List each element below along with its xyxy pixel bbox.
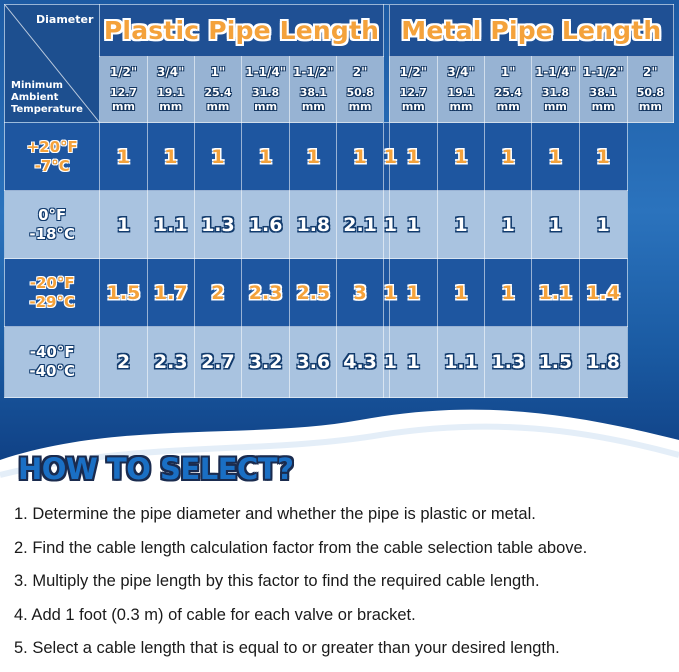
plastic-factor-cell	[290, 191, 337, 259]
length-factor-value: 3.6	[296, 351, 331, 373]
pipe-size-mm: 38.1 mm	[299, 86, 327, 113]
temperature-c: -7°C	[34, 156, 70, 175]
length-factor-value: 1	[406, 145, 420, 168]
plastic-factor-cell	[337, 259, 383, 327]
plastic-size-header	[242, 57, 290, 123]
length-factor-value: 1.1	[153, 213, 188, 236]
pipe-size-mm: 12.7 mm	[109, 86, 138, 113]
table-row	[5, 123, 674, 191]
table-row	[5, 259, 674, 327]
length-factor-value: 1	[211, 145, 225, 168]
metal-factor-cell	[437, 191, 484, 259]
pipe-size-inch: 1/2"	[109, 65, 138, 79]
length-factor-value: 1	[454, 281, 468, 304]
pipe-size-inch: 3/4"	[157, 65, 185, 79]
table-row	[5, 327, 674, 398]
metal-factor-cell	[579, 191, 627, 259]
length-factor-value: 1	[383, 213, 397, 236]
metal-size-header	[532, 57, 579, 123]
metal-factor-cell	[485, 327, 532, 398]
plastic-factor-cell	[337, 327, 383, 398]
temperature-c: -40°C	[29, 362, 75, 380]
plastic-factor-cell	[147, 327, 194, 398]
cable-selection-table	[4, 4, 674, 398]
length-factor-value: 1	[116, 213, 131, 236]
instruction-step: 3. Multiply the pipe length by this factor to find the required cable length.	[14, 572, 540, 590]
plastic-factor-cell	[100, 327, 147, 398]
temperature-f: +20°F	[26, 137, 78, 156]
plastic-factor-cell	[147, 191, 194, 259]
length-factor-value: 1	[406, 213, 420, 236]
length-factor-value: 1	[454, 213, 468, 236]
length-factor-value: 1	[383, 351, 397, 373]
metal-factor-cell	[532, 259, 579, 327]
min-temp-line-3: Temperature	[11, 104, 83, 115]
temperature-cell	[5, 191, 100, 259]
length-factor-value: 2.3	[153, 351, 188, 373]
plastic-size-header	[100, 57, 147, 123]
temperature-cell	[5, 123, 100, 191]
pipe-size-inch: 3/4"	[447, 65, 475, 79]
metal-factor-cell	[579, 259, 627, 327]
table-corner-header	[5, 5, 100, 123]
temperature-c: -29°C	[29, 292, 75, 311]
diameter-label: Diameter	[36, 13, 94, 26]
plastic-factor-cell	[337, 123, 383, 191]
pipe-size-inch: 1-1/2"	[292, 65, 334, 79]
plastic-factor-cell	[290, 327, 337, 398]
length-factor-value: 3.2	[248, 351, 283, 373]
instruction-step: 4. Add 1 foot (0.3 m) of cable for each valve or bracket.	[14, 605, 416, 624]
length-factor-value: 2	[211, 281, 225, 304]
plastic-size-header	[290, 57, 337, 123]
metal-factor-cell	[485, 191, 532, 259]
length-factor-value: 1	[353, 145, 367, 168]
how-to-select-title: HOW TO SELECT?	[18, 452, 294, 486]
pipe-size-inch: 2"	[352, 65, 368, 79]
length-factor-value: 1	[306, 145, 320, 168]
length-factor-value: 1.1	[538, 281, 573, 304]
plastic-factor-cell	[147, 123, 194, 191]
pipe-size-mm: 19.1 mm	[157, 86, 185, 113]
plastic-factor-cell	[290, 259, 337, 327]
plastic-size-header	[337, 57, 383, 123]
min-temp-line-1: Minimum	[11, 80, 63, 91]
length-factor-value: 1.8	[586, 351, 620, 373]
pipe-size-mm: 12.7 mm	[399, 86, 427, 113]
pipe-size-mm: 50.8 mm	[346, 86, 374, 113]
length-factor-value: 1	[501, 213, 515, 236]
plastic-size-header	[147, 57, 194, 123]
metal-factor-cell	[579, 123, 627, 191]
pipe-size-mm: 25.4 mm	[204, 86, 232, 113]
min-temp-line-2: Ambient	[11, 92, 59, 103]
plastic-factor-cell	[242, 123, 290, 191]
instruction-step: 2. Find the cable length calculation factor from the cable selection table above.	[14, 538, 588, 557]
length-factor-value: 1.3	[201, 213, 235, 236]
length-factor-value: 1	[596, 145, 610, 168]
length-factor-value: 1.5	[538, 351, 573, 373]
length-factor-value: 2.5	[296, 281, 331, 304]
temperature-f: 0°F	[38, 205, 67, 224]
metal-factor-cell	[437, 259, 484, 327]
metal-size-header	[437, 57, 484, 123]
metal-factor-cell	[485, 259, 532, 327]
instruction-step: 5. Select a cable length that is equal to or greater than your desired length.	[14, 639, 560, 657]
pipe-size-inch: 1"	[210, 65, 226, 79]
plastic-factor-cell	[100, 259, 147, 327]
plastic-factor-cell	[242, 259, 290, 327]
plastic-title: Plastic Pipe Length	[100, 5, 383, 57]
length-factor-value: 1	[406, 351, 420, 373]
length-factor-value: 3	[353, 281, 367, 304]
length-factor-value: 1.7	[153, 281, 188, 304]
pipe-size-inch: 1/2"	[399, 65, 427, 79]
pipe-size-mm: 38.1 mm	[589, 86, 617, 113]
plastic-factor-cell	[194, 123, 241, 191]
plastic-factor-cell	[194, 191, 241, 259]
plastic-size-header	[194, 57, 241, 123]
metal-factor-cell	[579, 327, 627, 398]
pipe-size-inch: 2"	[643, 65, 658, 79]
metal-size-header	[485, 57, 532, 123]
length-factor-value: 1	[501, 145, 515, 168]
metal-factor-cell	[532, 327, 579, 398]
plastic-factor-cell	[290, 123, 337, 191]
length-factor-value: 1	[454, 145, 468, 168]
length-factor-value: 1	[548, 213, 563, 236]
temperature-f: -20°F	[29, 273, 75, 292]
pipe-size-mm: 31.8 mm	[541, 86, 569, 113]
length-factor-value: 2.3	[248, 281, 283, 304]
size-header-row	[5, 57, 674, 123]
plastic-factor-cell	[194, 259, 241, 327]
pipe-size-mm: 19.1 mm	[447, 86, 475, 113]
length-factor-value: 1	[259, 145, 273, 168]
pipe-size-inch: 1"	[500, 65, 516, 79]
metal-size-header	[627, 57, 673, 123]
metal-factor-cell	[532, 191, 579, 259]
length-factor-value: 2.1	[343, 213, 377, 236]
metal-size-header	[579, 57, 627, 123]
metal-size-header	[389, 57, 437, 123]
length-factor-value: 1.6	[248, 213, 283, 236]
temperature-cell	[5, 259, 100, 327]
length-factor-value: 2	[116, 351, 131, 373]
plastic-factor-cell	[242, 327, 290, 398]
instruction-list	[14, 504, 587, 672]
metal-factor-cell	[485, 123, 532, 191]
length-factor-value: 1	[116, 145, 131, 168]
length-factor-value: 1	[383, 281, 397, 304]
length-factor-value: 1	[596, 213, 610, 236]
plastic-factor-cell	[242, 191, 290, 259]
min-temp-label	[11, 80, 83, 116]
length-factor-value: 1.4	[586, 281, 620, 304]
length-factor-value: 1	[383, 145, 397, 168]
instruction-step: 1. Determine the pipe diameter and whether the pipe is plastic or metal.	[14, 505, 536, 523]
pipe-size-mm: 31.8 mm	[252, 86, 280, 113]
pipe-size-inch: 1-1/2"	[582, 65, 624, 79]
metal-factor-cell	[437, 327, 484, 398]
length-factor-value: 1.3	[491, 351, 526, 373]
pipe-size-inch: 1-1/4"	[535, 65, 576, 79]
pipe-size-mm: 25.4 mm	[494, 86, 522, 113]
length-factor-value: 1.8	[296, 213, 331, 236]
length-factor-value: 4.3	[343, 351, 377, 373]
length-factor-value: 1.1	[444, 351, 478, 373]
length-factor-value: 1	[501, 281, 515, 304]
pipe-size-mm: 50.8 mm	[636, 86, 664, 113]
plastic-factor-cell	[100, 191, 147, 259]
temperature-f: -40°F	[29, 343, 75, 361]
length-factor-value: 1	[164, 145, 178, 168]
temperature-c: -18°C	[29, 224, 75, 243]
metal-title: Metal Pipe Length	[389, 5, 673, 57]
plastic-factor-cell	[147, 259, 194, 327]
length-factor-value: 1	[548, 145, 563, 168]
plastic-factor-cell	[194, 327, 241, 398]
table-row	[5, 191, 674, 259]
metal-factor-cell	[532, 123, 579, 191]
length-factor-value: 2.7	[201, 351, 235, 373]
metal-factor-cell	[437, 123, 484, 191]
plastic-factor-cell	[100, 123, 147, 191]
length-factor-value: 1	[406, 281, 420, 304]
plastic-factor-cell	[337, 191, 383, 259]
temperature-cell	[5, 327, 100, 398]
pipe-size-inch: 1-1/4"	[245, 65, 286, 79]
length-factor-value: 1.5	[106, 281, 141, 304]
